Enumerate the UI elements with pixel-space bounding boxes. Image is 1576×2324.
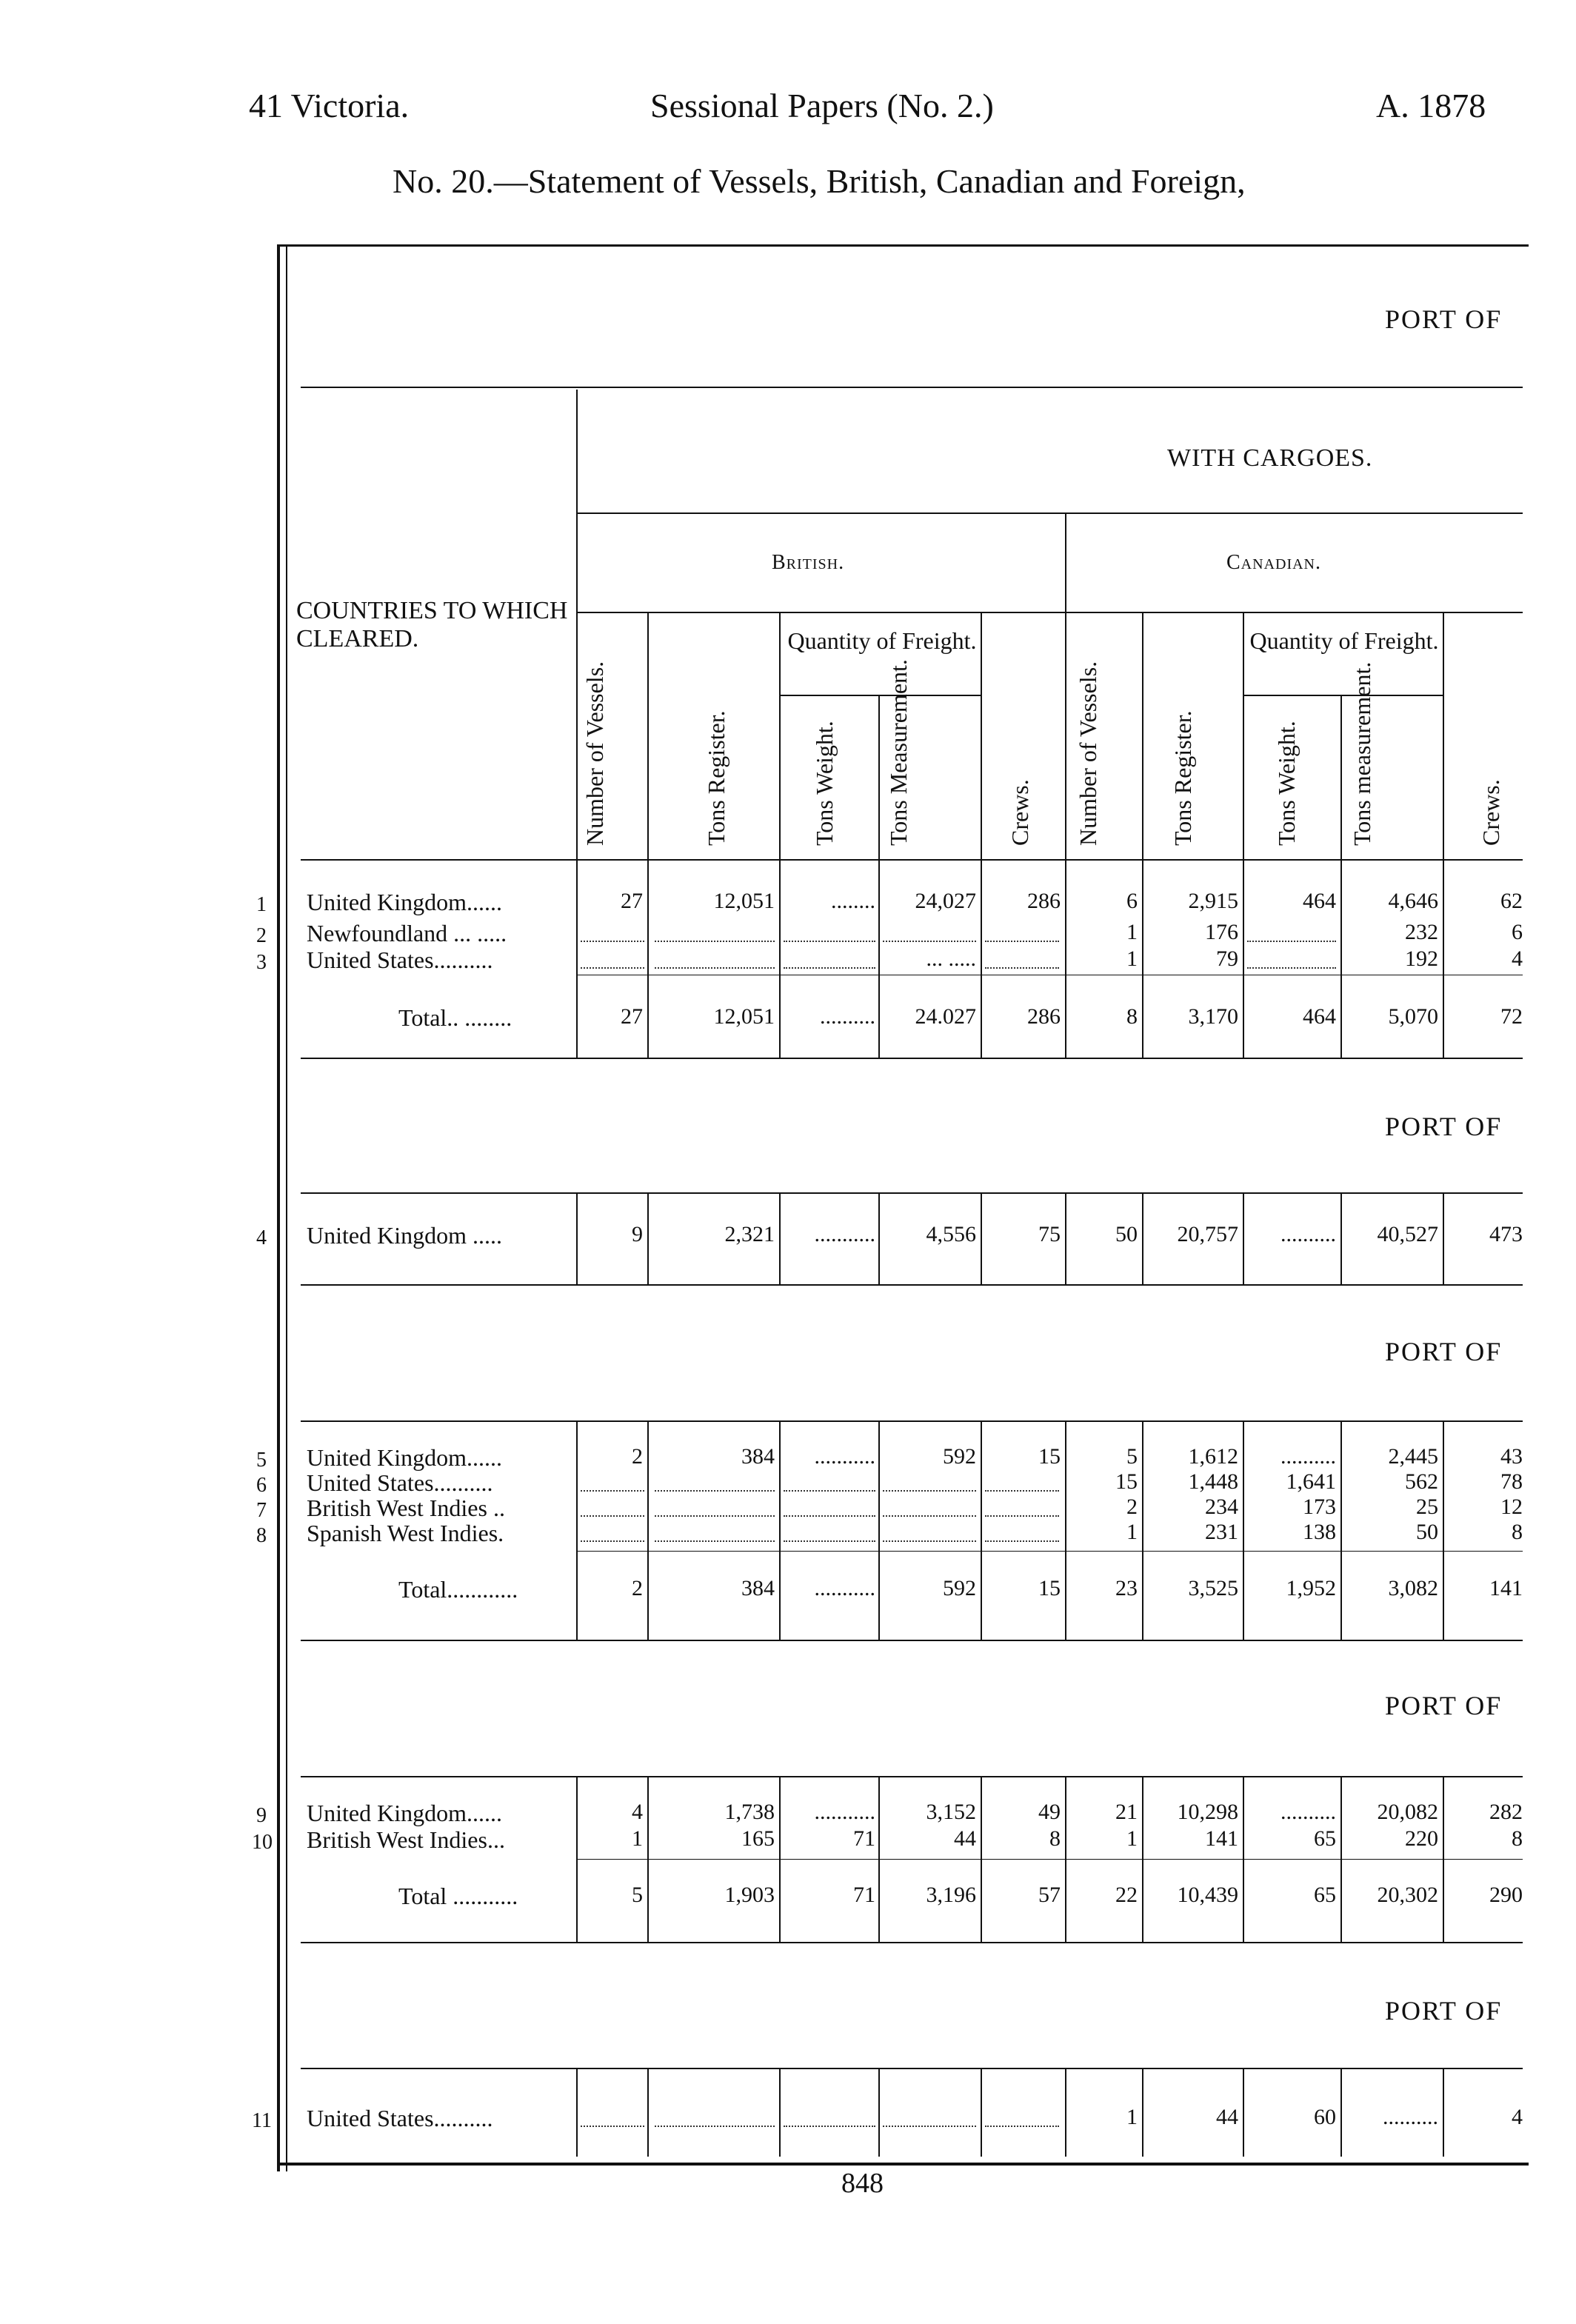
c-tons: 20,757: [1177, 1222, 1238, 1246]
b-crews-header: Crews.: [1006, 779, 1033, 846]
b-vessels-total: 5: [632, 1883, 643, 1907]
line-number: 8: [256, 1524, 267, 1547]
c-tons: 79: [1216, 946, 1238, 971]
b-tons-total: 384: [741, 1576, 775, 1600]
col-line: [878, 1194, 880, 1284]
section-end-line: [301, 1640, 1523, 1641]
col-line-1: [647, 613, 649, 1059]
c-measure: 20,082: [1377, 1800, 1438, 1824]
c-crews-total: 141: [1489, 1576, 1523, 1600]
country-name: Newfoundland ... .....: [307, 920, 507, 946]
c-vessels: 1: [1126, 920, 1138, 944]
b-vessels-header: Number of Vessels.: [581, 661, 608, 846]
c-crews: 282: [1489, 1800, 1523, 1824]
col-line: [1243, 1194, 1244, 1284]
col-line: [576, 2069, 578, 2157]
port-label-2: PORT OF: [1385, 1112, 1503, 1141]
total-divider: [578, 1551, 1523, 1552]
b-vessels: 27: [621, 889, 643, 913]
c-vessels: 2: [1126, 1495, 1138, 1519]
b-tons-total: 12,051: [713, 1004, 775, 1029]
british-freight-header: Quantity of Freight.: [787, 627, 977, 654]
b-tons-weight-header: Tons Weight.: [811, 721, 838, 846]
c-vessels: 1: [1126, 1520, 1138, 1544]
col-line-2: [779, 613, 781, 1059]
page-number: 848: [841, 2168, 884, 2199]
c-weight-total: 464: [1303, 1004, 1336, 1029]
c-measure-total: 5,070: [1388, 1004, 1438, 1029]
c-crews: 62: [1500, 889, 1523, 913]
col-line: [878, 2069, 880, 2157]
document-title: No. 20.—Statement of Vessels, British, Canadian and Foreign,: [393, 162, 1246, 200]
c-measure: ..........: [1383, 2105, 1438, 2129]
b-tons: 1,738: [724, 1800, 775, 1824]
dotted-fill: [655, 1540, 775, 1542]
col-line: [981, 1422, 982, 1641]
c-vessels: 50: [1115, 1222, 1138, 1246]
c-crews-total: 290: [1489, 1883, 1523, 1907]
c-measure-total: 20,302: [1377, 1883, 1438, 1907]
c-weight: ..........: [1280, 1800, 1336, 1824]
b-tons-register-header: Tons Register.: [703, 710, 729, 846]
b-weight-total: ...........: [814, 1576, 875, 1600]
c-tons: 10,298: [1177, 1800, 1238, 1824]
c-crews-header: Crews.: [1478, 779, 1504, 846]
bottom-border: [277, 2163, 1529, 2166]
canadian-freight-header: Quantity of Freight.: [1249, 627, 1439, 654]
c-tons-measurement-header: Tons measurement.: [1349, 661, 1375, 846]
col-line: [1243, 2069, 1244, 2157]
col-line: [779, 1194, 781, 1284]
british-freight-divider: [779, 695, 981, 696]
col-line: [1065, 1194, 1066, 1284]
c-measure: 50: [1416, 1520, 1438, 1544]
line-number: 6: [256, 1474, 267, 1497]
col-line: [1340, 1422, 1342, 1641]
with-cargoes-divider: [578, 512, 1523, 514]
port-divider-1: [301, 387, 1523, 388]
b-crews-total: 286: [1027, 1004, 1061, 1029]
c-vessels: 15: [1115, 1469, 1138, 1494]
country-name: United Kingdom......: [307, 1444, 502, 1471]
dotted-fill: [784, 1540, 875, 1542]
b-weight-total: ..........: [820, 1004, 875, 1029]
dotted-fill: [655, 941, 775, 942]
c-measure: 40,527: [1377, 1222, 1438, 1246]
dotted-fill: [1247, 967, 1336, 969]
country-name: United States..........: [307, 946, 493, 973]
c-vessels: 1: [1126, 1826, 1138, 1851]
col-line: [1443, 1194, 1444, 1284]
c-crews: 78: [1500, 1469, 1523, 1494]
c-crews: 4: [1512, 2105, 1523, 2129]
left-border-outer: [277, 246, 280, 2171]
country-name: Spanish West Indies.: [307, 1520, 504, 1546]
c-tons: 141: [1205, 1826, 1238, 1851]
b-measure-total: 592: [943, 1576, 976, 1600]
b-measure-total: 3,196: [926, 1883, 976, 1907]
line-number: 4: [256, 1226, 267, 1249]
c-vessels: 1: [1126, 946, 1138, 971]
b-crews: 15: [1038, 1444, 1061, 1469]
b-vessels-total: 27: [621, 1004, 643, 1029]
section-end-line: [301, 1284, 1523, 1286]
b-crews: 286: [1027, 889, 1061, 913]
total-label: Total............: [398, 1576, 518, 1603]
col-line-4: [981, 613, 982, 1059]
left-border-inner: [286, 246, 287, 2171]
port-label-1: PORT OF: [1385, 304, 1503, 334]
col-line-7: [1243, 613, 1244, 1059]
dotted-fill: [883, 1490, 976, 1492]
dotted-fill: [581, 967, 644, 969]
c-vessels: 21: [1115, 1800, 1138, 1824]
port-label-4: PORT OF: [1385, 1691, 1503, 1720]
dotted-fill: [985, 2126, 1059, 2127]
section-end-line: [301, 1058, 1523, 1059]
c-measure: 2,445: [1388, 1444, 1438, 1469]
port-divider-2: [301, 1192, 1523, 1194]
header-right: A. 1878: [1376, 87, 1486, 124]
line-number: 9: [256, 1804, 267, 1827]
header-left: 41 Victoria.: [249, 87, 410, 124]
b-measure: 4,556: [926, 1222, 976, 1246]
line-number: 10: [252, 1831, 273, 1854]
col-line: [1065, 2069, 1066, 2157]
b-tons-measurement-header: Tons Measurement.: [885, 659, 912, 846]
c-vessels: 6: [1126, 889, 1138, 913]
col-line: [981, 2069, 982, 2157]
line-number: 1: [256, 893, 267, 916]
b-weight: ...........: [814, 1800, 875, 1824]
dotted-fill: [784, 2126, 875, 2127]
c-vessels-total: 22: [1115, 1883, 1138, 1907]
b-tons: 384: [741, 1444, 775, 1469]
b-measure-total: 24.027: [915, 1004, 976, 1029]
c-weight: 464: [1303, 889, 1336, 913]
col-line: [1443, 1777, 1444, 1942]
c-weight-total: 1,952: [1286, 1576, 1336, 1600]
dotted-fill: [655, 1515, 775, 1517]
col-line: [647, 1777, 649, 1942]
c-tons: 231: [1205, 1520, 1238, 1544]
dotted-fill: [581, 1540, 644, 1542]
c-tons-register-header: Tons Register.: [1169, 710, 1196, 846]
col-line: [647, 1194, 649, 1284]
col-line: [1142, 1194, 1143, 1284]
col-line: [779, 1422, 781, 1641]
b-vessels: 4: [632, 1800, 643, 1824]
c-weight: ..........: [1280, 1222, 1336, 1246]
col-line: [878, 1422, 880, 1641]
dotted-fill: [985, 1490, 1059, 1492]
dotted-fill: [784, 941, 875, 942]
header-center: Sessional Papers (No. 2.): [650, 87, 994, 124]
col-line-6: [1142, 613, 1143, 1059]
b-measure: 3,152: [926, 1800, 976, 1824]
line-number: 7: [256, 1499, 267, 1522]
c-measure: 4,646: [1388, 889, 1438, 913]
c-vessels-total: 23: [1115, 1576, 1138, 1600]
col-line: [1340, 2069, 1342, 2157]
port-divider-5: [301, 2068, 1523, 2069]
c-weight: 1,641: [1286, 1469, 1336, 1494]
b-tons: 165: [741, 1826, 775, 1851]
c-vessels-total: 8: [1126, 1004, 1138, 1029]
dotted-fill: [581, 1490, 644, 1492]
canadian-header: Canadian.: [1226, 551, 1321, 574]
port-label-5: PORT OF: [1385, 1996, 1503, 2026]
port-divider-3: [301, 1420, 1523, 1422]
c-measure: 192: [1405, 946, 1438, 971]
col-line: [878, 1777, 880, 1942]
dotted-fill: [784, 1490, 875, 1492]
col-line: [1142, 1422, 1143, 1641]
b-vessels: 2: [632, 1444, 643, 1469]
col-line: [1443, 2069, 1444, 2157]
country-name: United Kingdom .....: [307, 1222, 502, 1249]
nation-divider: [578, 612, 1523, 613]
c-vessels-header: Number of Vessels.: [1075, 661, 1101, 846]
dotted-fill: [985, 967, 1059, 969]
b-weight: 71: [853, 1826, 875, 1851]
c-tons: 176: [1205, 920, 1238, 944]
c-tons-total: 3,170: [1188, 1004, 1238, 1029]
col-line: [779, 2069, 781, 2157]
col-line: [647, 2069, 649, 2157]
b-crews: 49: [1038, 1800, 1061, 1824]
dotted-fill: [883, 1540, 976, 1542]
col-line-5: [1065, 514, 1066, 1059]
with-cargoes-header: WITH CARGOES.: [1167, 444, 1373, 472]
c-crews-total: 72: [1500, 1004, 1523, 1029]
c-weight: 65: [1314, 1826, 1336, 1851]
port-label-3: PORT OF: [1385, 1337, 1503, 1366]
countries-header: COUNTRIES TO WHICH CLEARED.: [296, 597, 568, 652]
b-vessels: 1: [632, 1826, 643, 1851]
dotted-fill: [883, 2126, 976, 2127]
b-vessels: 9: [632, 1222, 643, 1246]
dotted-fill: [1247, 941, 1336, 942]
dotted-fill: [985, 1515, 1059, 1517]
c-tons: 234: [1205, 1495, 1238, 1519]
b-crews: 8: [1049, 1826, 1061, 1851]
country-name: British West Indies ..: [307, 1495, 505, 1521]
col-line: [1065, 1777, 1066, 1942]
c-tons: 2,915: [1188, 889, 1238, 913]
header-bottom-line: [301, 859, 1523, 861]
dotted-fill: [581, 941, 644, 942]
canadian-freight-divider: [1243, 695, 1444, 696]
b-tons: 2,321: [724, 1222, 775, 1246]
dotted-fill: [655, 967, 775, 969]
b-measure: 592: [943, 1444, 976, 1469]
line-number: 11: [252, 2109, 272, 2132]
b-crews-total: 57: [1038, 1883, 1061, 1907]
col-line: [1142, 1777, 1143, 1942]
col-line: [1065, 1422, 1066, 1641]
c-crews: 8: [1512, 1826, 1523, 1851]
c-crews: 4: [1512, 946, 1523, 971]
c-crews: 6: [1512, 920, 1523, 944]
c-crews: 43: [1500, 1444, 1523, 1469]
c-tons-weight-header: Tons Weight.: [1273, 721, 1300, 846]
country-name: United States..........: [307, 2105, 493, 2131]
c-tons: 1,612: [1188, 1444, 1238, 1469]
dotted-fill: [784, 1515, 875, 1517]
port-divider-4: [301, 1776, 1523, 1777]
country-name: United Kingdom......: [307, 889, 502, 915]
dotted-fill: [883, 941, 976, 942]
dotted-fill: [581, 1515, 644, 1517]
total-divider: [578, 1859, 1523, 1860]
b-weight: ...........: [814, 1444, 875, 1469]
line-number: 3: [256, 951, 267, 974]
section-end-line: [301, 1942, 1523, 1943]
c-vessels: 1: [1126, 2105, 1138, 2129]
dotted-fill: [655, 2126, 775, 2127]
col-line: [1340, 1194, 1342, 1284]
dotted-fill: [985, 941, 1059, 942]
col-line: [981, 1194, 982, 1284]
col-line: [647, 1422, 649, 1641]
c-tons: 1,448: [1188, 1469, 1238, 1494]
c-weight: 138: [1303, 1520, 1336, 1544]
c-measure: 562: [1405, 1469, 1438, 1494]
b-tons-total: 1,903: [724, 1883, 775, 1907]
col-line: [1243, 1777, 1244, 1942]
top-border: [277, 244, 1529, 247]
c-tons-total: 3,525: [1188, 1576, 1238, 1600]
b-weight: ........: [831, 889, 875, 913]
british-header: British.: [772, 551, 845, 574]
col-line-3: [878, 696, 880, 1059]
c-measure: 232: [1405, 920, 1438, 944]
c-weight: 173: [1303, 1495, 1336, 1519]
c-weight-total: 65: [1314, 1883, 1336, 1907]
c-weight: ..........: [1280, 1444, 1336, 1469]
dotted-fill: [985, 1540, 1059, 1542]
b-crews-total: 15: [1038, 1576, 1061, 1600]
country-name: United Kingdom......: [307, 1800, 502, 1826]
c-weight: 60: [1314, 2105, 1336, 2129]
c-crews: 8: [1512, 1520, 1523, 1544]
c-vessels: 5: [1126, 1444, 1138, 1469]
line-number: 2: [256, 924, 267, 947]
col-line: [981, 1777, 982, 1942]
c-measure-total: 3,082: [1388, 1576, 1438, 1600]
country-name: United States..........: [307, 1469, 493, 1496]
dotted-fill: [784, 967, 875, 969]
dotted-fill: [655, 1490, 775, 1492]
col-line: [1443, 1422, 1444, 1641]
b-measure: ... .....: [926, 946, 976, 971]
b-weight: ...........: [814, 1222, 875, 1246]
b-crews: 75: [1038, 1222, 1061, 1246]
col-line-9: [1443, 613, 1444, 1059]
total-label: Total ...........: [398, 1883, 518, 1909]
c-tons-total: 10,439: [1177, 1883, 1238, 1907]
col-line-8: [1340, 696, 1342, 1059]
col-line: [1340, 1777, 1342, 1942]
total-label: Total.. ........: [398, 1004, 512, 1031]
c-tons: 44: [1216, 2105, 1238, 2129]
b-measure: 24,027: [915, 889, 976, 913]
c-crews: 12: [1500, 1495, 1523, 1519]
col-line: [779, 1777, 781, 1942]
col-line-country: [576, 390, 578, 1059]
b-tons: 12,051: [713, 889, 775, 913]
country-name: British West Indies...: [307, 1826, 505, 1853]
line-number: 5: [256, 1449, 267, 1472]
b-weight-total: 71: [853, 1883, 875, 1907]
b-vessels-total: 2: [632, 1576, 643, 1600]
c-measure: 220: [1405, 1826, 1438, 1851]
c-measure: 25: [1416, 1495, 1438, 1519]
b-measure: 44: [954, 1826, 976, 1851]
c-crews: 473: [1489, 1222, 1523, 1246]
dotted-fill: [883, 1515, 976, 1517]
col-line: [1142, 2069, 1143, 2157]
dotted-fill: [581, 2126, 644, 2127]
col-line: [1243, 1422, 1244, 1641]
